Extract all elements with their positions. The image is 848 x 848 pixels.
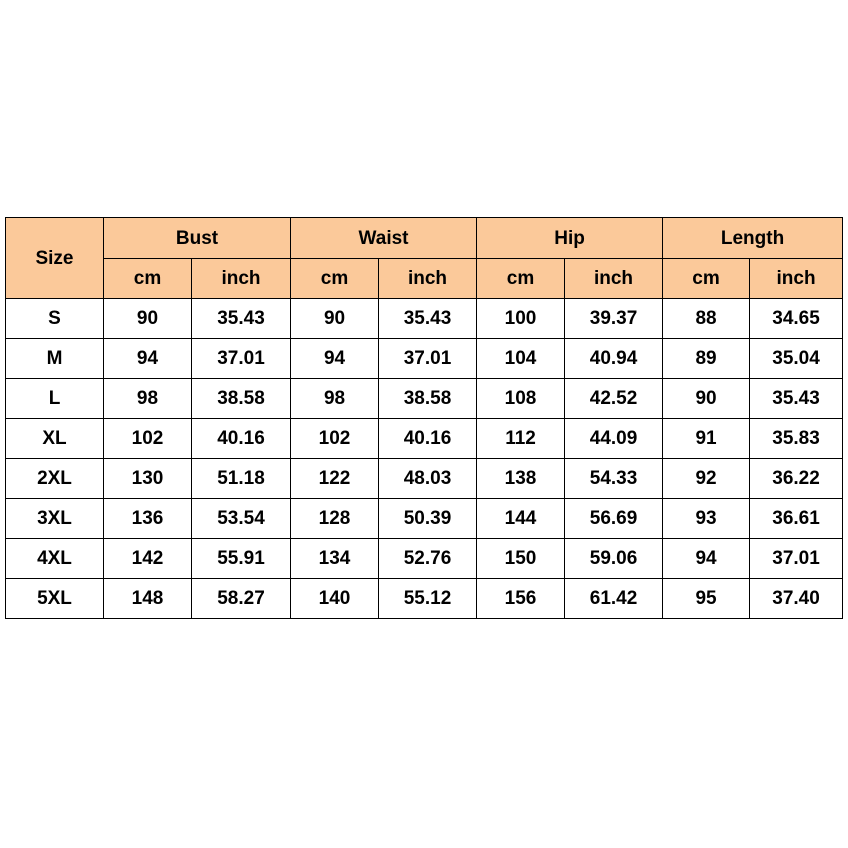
cell-hip-inch: 39.37 xyxy=(565,299,663,339)
cell-waist-inch: 37.01 xyxy=(379,339,477,379)
cell-length-inch: 37.01 xyxy=(750,539,843,579)
table-row xyxy=(6,339,843,379)
header-group-row xyxy=(6,218,843,259)
cell-waist-inch: 55.12 xyxy=(379,579,477,619)
cell-hip-cm: 108 xyxy=(477,379,565,419)
unit-waist-cm: cm xyxy=(291,259,379,299)
cell-size: S xyxy=(6,299,104,339)
table-body xyxy=(6,299,843,619)
cell-hip-inch: 56.69 xyxy=(565,499,663,539)
cell-bust-inch: 55.91 xyxy=(192,539,291,579)
cell-bust-cm: 136 xyxy=(104,499,192,539)
cell-hip-inch: 61.42 xyxy=(565,579,663,619)
cell-bust-cm: 94 xyxy=(104,339,192,379)
cell-hip-cm: 150 xyxy=(477,539,565,579)
cell-waist-cm: 94 xyxy=(291,339,379,379)
cell-bust-inch: 51.18 xyxy=(192,459,291,499)
cell-waist-cm: 140 xyxy=(291,579,379,619)
cell-bust-inch: 35.43 xyxy=(192,299,291,339)
cell-bust-inch: 40.16 xyxy=(192,419,291,459)
cell-length-cm: 92 xyxy=(663,459,750,499)
cell-bust-cm: 90 xyxy=(104,299,192,339)
cell-waist-cm: 134 xyxy=(291,539,379,579)
table-row xyxy=(6,579,843,619)
unit-hip-cm: cm xyxy=(477,259,565,299)
unit-length-cm: cm xyxy=(663,259,750,299)
cell-length-cm: 93 xyxy=(663,499,750,539)
cell-size: 2XL xyxy=(6,459,104,499)
cell-bust-inch: 38.58 xyxy=(192,379,291,419)
cell-length-cm: 94 xyxy=(663,539,750,579)
cell-bust-cm: 102 xyxy=(104,419,192,459)
unit-length-inch: inch xyxy=(750,259,843,299)
unit-bust-cm: cm xyxy=(104,259,192,299)
cell-length-cm: 88 xyxy=(663,299,750,339)
header-hip: Hip xyxy=(477,218,663,259)
cell-size: XL xyxy=(6,419,104,459)
cell-bust-cm: 98 xyxy=(104,379,192,419)
cell-length-cm: 95 xyxy=(663,579,750,619)
unit-bust-inch: inch xyxy=(192,259,291,299)
cell-hip-inch: 59.06 xyxy=(565,539,663,579)
cell-length-inch: 36.22 xyxy=(750,459,843,499)
cell-bust-inch: 37.01 xyxy=(192,339,291,379)
table-row xyxy=(6,379,843,419)
cell-bust-inch: 53.54 xyxy=(192,499,291,539)
cell-waist-cm: 128 xyxy=(291,499,379,539)
cell-length-inch: 34.65 xyxy=(750,299,843,339)
cell-hip-cm: 112 xyxy=(477,419,565,459)
cell-waist-cm: 98 xyxy=(291,379,379,419)
cell-waist-inch: 40.16 xyxy=(379,419,477,459)
cell-length-cm: 90 xyxy=(663,379,750,419)
cell-waist-inch: 35.43 xyxy=(379,299,477,339)
cell-bust-cm: 130 xyxy=(104,459,192,499)
cell-size: L xyxy=(6,379,104,419)
cell-waist-cm: 90 xyxy=(291,299,379,339)
cell-length-cm: 89 xyxy=(663,339,750,379)
cell-waist-cm: 102 xyxy=(291,419,379,459)
table-row xyxy=(6,299,843,339)
cell-length-inch: 35.04 xyxy=(750,339,843,379)
cell-hip-cm: 104 xyxy=(477,339,565,379)
cell-bust-cm: 142 xyxy=(104,539,192,579)
cell-hip-inch: 40.94 xyxy=(565,339,663,379)
cell-size: 3XL xyxy=(6,499,104,539)
unit-hip-inch: inch xyxy=(565,259,663,299)
cell-length-cm: 91 xyxy=(663,419,750,459)
cell-length-inch: 36.61 xyxy=(750,499,843,539)
cell-size: M xyxy=(6,339,104,379)
table-row xyxy=(6,459,843,499)
cell-length-inch: 35.83 xyxy=(750,419,843,459)
cell-length-inch: 37.40 xyxy=(750,579,843,619)
cell-hip-cm: 156 xyxy=(477,579,565,619)
cell-hip-cm: 138 xyxy=(477,459,565,499)
header-unit-row xyxy=(6,259,843,299)
size-chart-table xyxy=(5,217,843,619)
cell-waist-inch: 48.03 xyxy=(379,459,477,499)
cell-hip-inch: 54.33 xyxy=(565,459,663,499)
cell-hip-cm: 144 xyxy=(477,499,565,539)
cell-hip-inch: 44.09 xyxy=(565,419,663,459)
header-size: Size xyxy=(6,218,104,299)
cell-waist-cm: 122 xyxy=(291,459,379,499)
cell-size: 5XL xyxy=(6,579,104,619)
cell-bust-inch: 58.27 xyxy=(192,579,291,619)
header-bust: Bust xyxy=(104,218,291,259)
cell-hip-cm: 100 xyxy=(477,299,565,339)
header-waist: Waist xyxy=(291,218,477,259)
cell-length-inch: 35.43 xyxy=(750,379,843,419)
cell-waist-inch: 52.76 xyxy=(379,539,477,579)
cell-size: 4XL xyxy=(6,539,104,579)
table-row xyxy=(6,419,843,459)
cell-waist-inch: 38.58 xyxy=(379,379,477,419)
cell-bust-cm: 148 xyxy=(104,579,192,619)
cell-hip-inch: 42.52 xyxy=(565,379,663,419)
cell-waist-inch: 50.39 xyxy=(379,499,477,539)
table-row xyxy=(6,499,843,539)
unit-waist-inch: inch xyxy=(379,259,477,299)
header-length: Length xyxy=(663,218,843,259)
table-row xyxy=(6,539,843,579)
